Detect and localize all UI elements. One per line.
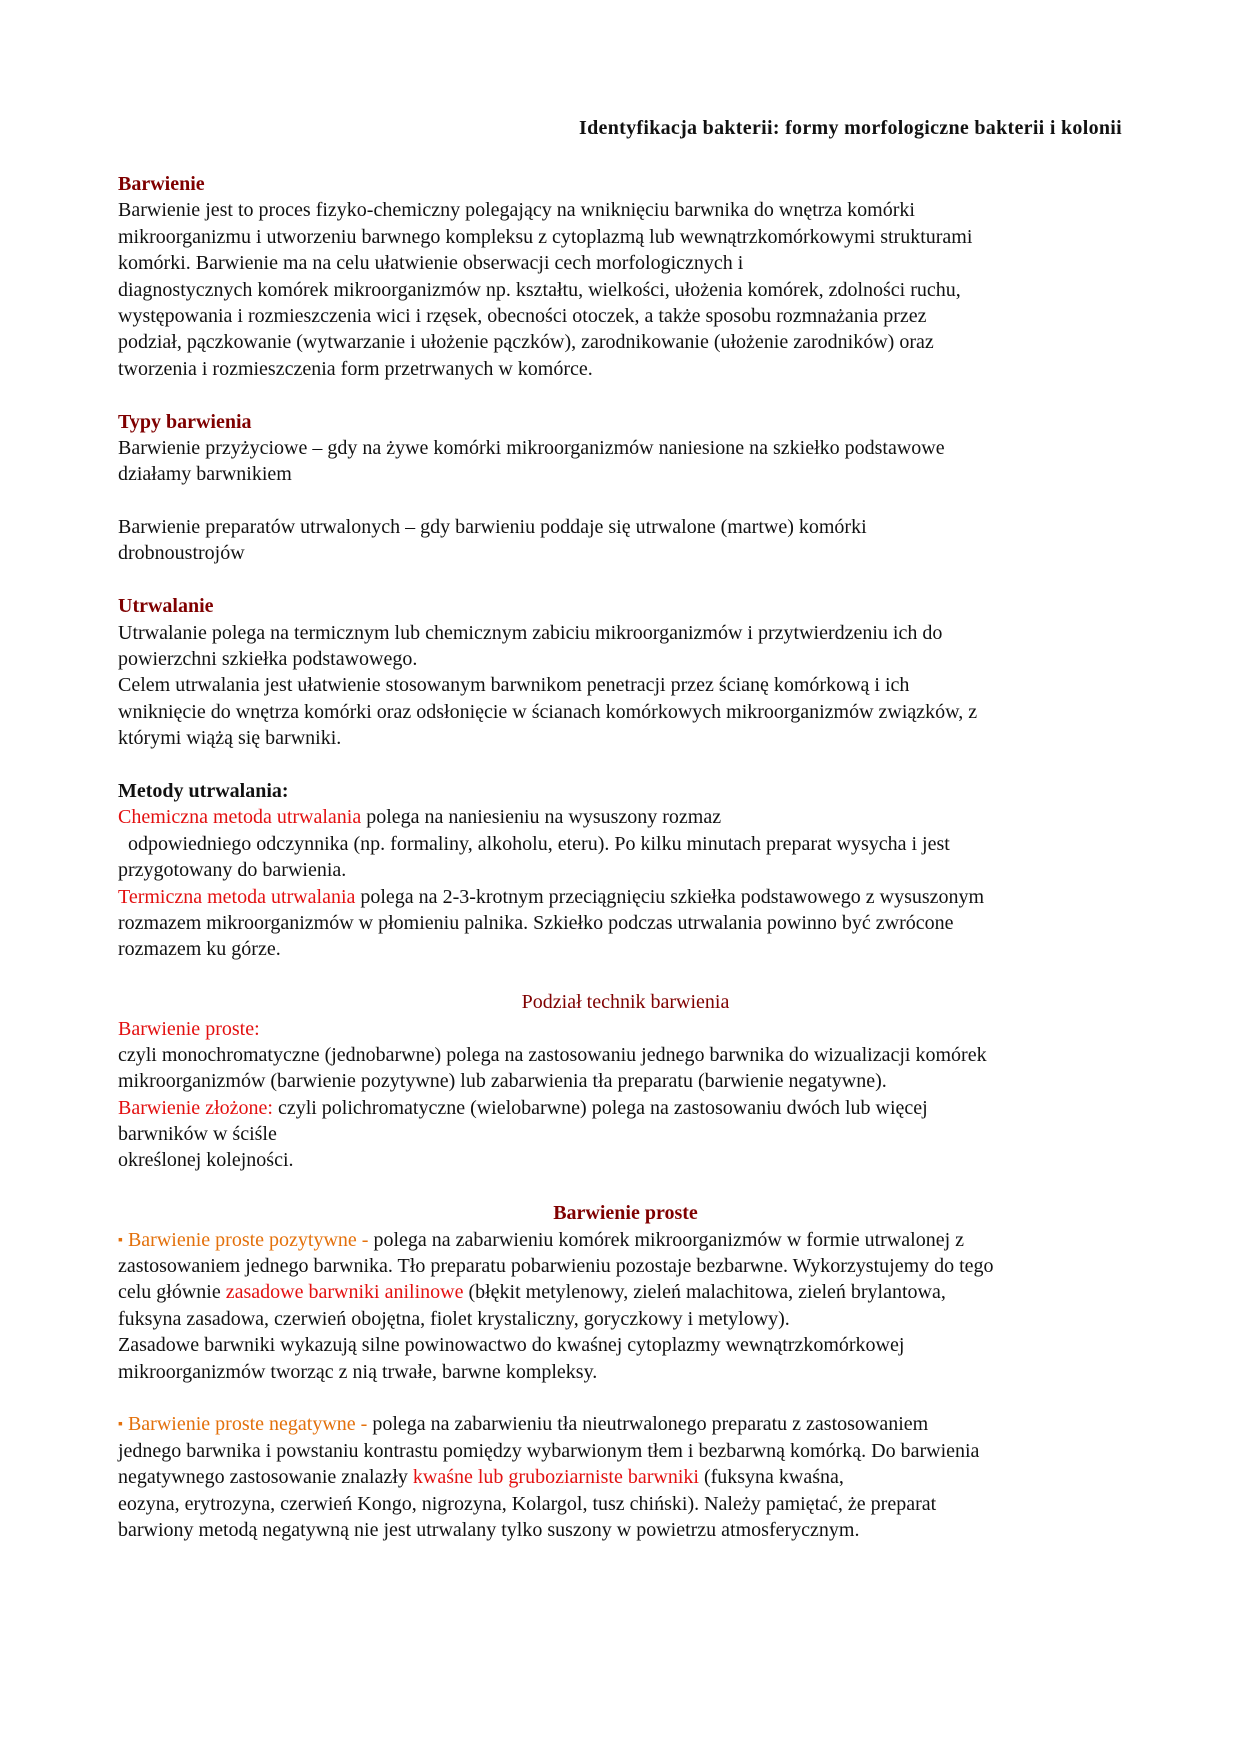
body-text: polega na zabarwieniu tła nieutrwalonego preparatu z zastosowaniem: [372, 1413, 929, 1436]
body-text: czyli polichromatyczne (wielobarwne) polega na zastosowaniu dwóch lub więcej: [272, 1096, 928, 1119]
body-text: Zasadowe barwniki wykazują silne powinowactwo do kwaśnej cytoplazmy wewnątrzkomórkowej: [118, 1334, 905, 1357]
text-line: [118, 303, 1133, 329]
text-line: [118, 910, 1133, 936]
body-text: polega na naniesieniu na wysuszony rozmaz: [361, 806, 722, 829]
text-line: [118, 197, 1133, 223]
body-text: powierzchni szkiełka podstawowego.: [118, 648, 418, 671]
text-line: [118, 329, 1133, 355]
body-text: Barwienie preparatów utrwalonych – gdy barwieniu poddaje się utrwalone (martwe) komórki: [118, 516, 867, 539]
body-text: (fuksyna kwaśna,: [698, 1466, 844, 1489]
highlighted-text: Barwienie proste pozytywne: [127, 1228, 357, 1251]
text-line: [118, 989, 1133, 1015]
text-line: [118, 277, 1133, 303]
body-text: przygotowany do barwienia.: [118, 859, 347, 882]
body-text: tworzenia i rozmieszczenia form przetrwanych w komórce.: [118, 357, 593, 380]
body-text: drobnoustrojów: [118, 542, 245, 565]
body-text: celu głównie: [118, 1281, 226, 1304]
blank-line: [118, 488, 1133, 514]
text-line: [118, 1279, 1133, 1305]
document-body: [118, 171, 1133, 1543]
text-line: [118, 884, 1133, 910]
text-line: [118, 1359, 1133, 1385]
text-line: [118, 171, 1133, 197]
body-text: podział, pączkowanie (wytwarzanie i ułożenie pączków), zarodnikowanie (ułożenie zarodników) oraz: [118, 331, 934, 354]
body-text: Barwienie przyżyciowe – gdy na żywe komórki mikroorganizmów naniesione na szkiełko podstawowe: [118, 436, 945, 459]
text-line: [118, 1306, 1133, 1332]
body-text: wniknięcie do wnętrza komórki oraz odsłonięcie w ścianach komórkowych mikroorganizmów związków, z: [118, 700, 978, 723]
body-text: rozmazem ku górze.: [118, 938, 281, 961]
body-text: Utrwalanie polega na termicznym lub chemicznym zabiciu mikroorganizmów i przytwierdzeniu ich do: [118, 621, 943, 644]
blank-line: [118, 567, 1133, 593]
text-line: [118, 1438, 1133, 1464]
highlighted-text: -: [355, 1413, 373, 1436]
body-text: Barwienie jest to proces fizyko-chemiczny polegający na wniknięciu barwnika do wnętrza komórki: [118, 199, 915, 222]
section-heading: Barwienie proste: [553, 1202, 698, 1225]
text-line: [118, 250, 1133, 276]
section-heading: Typy barwienia: [118, 410, 252, 433]
highlighted-text: Barwienie proste:: [118, 1017, 260, 1040]
body-text: fuksyna zasadowa, czerwień obojętna, fiolet krystaliczny, goryczkowy i metylowy).: [118, 1307, 790, 1330]
body-text: którymi wiążą się barwniki.: [118, 727, 342, 750]
blank-line: [118, 963, 1133, 989]
text-line: [118, 778, 1133, 804]
body-text: działamy barwnikiem: [118, 463, 292, 486]
body-text: czyli monochromatyczne (jednobarwne) polega na zastosowaniu jednego barwnika do wizualizacji komórek: [118, 1043, 987, 1066]
body-text: Celem utrwalania jest ułatwienie stosowanym barwnikom penetracji przez ścianę komórkową i ich: [118, 674, 910, 697]
text-line: [118, 646, 1133, 672]
text-line: [118, 224, 1133, 250]
body-text: występowania i rozmieszczenia wici i rzęsek, obecności otoczek, a także sposobu rozmnażania przez: [118, 304, 927, 327]
text-line: [118, 1147, 1133, 1173]
document-title: Identyfikacja bakterii: formy morfologiczne bakterii i kolonii: [579, 117, 1122, 139]
bullet-icon: ▪: [118, 1417, 123, 1433]
section-heading: Utrwalanie: [118, 595, 214, 618]
body-text: jednego barwnika i powstaniu kontrastu pomiędzy wybarwionym tłem i bezbarwną komórką. Do barwienia: [118, 1439, 980, 1462]
highlighted-text: Barwienie złożone:: [118, 1096, 273, 1119]
section-heading: Podział technik barwienia: [521, 991, 730, 1014]
text-line: [118, 356, 1133, 382]
text-line: [118, 620, 1133, 646]
highlighted-text: kwaśne lub gruboziarniste barwniki: [412, 1466, 699, 1489]
body-text: (błękit metylenowy, zieleń malachitowa, zieleń brylantowa,: [463, 1281, 946, 1304]
blank-line: [118, 752, 1133, 778]
text-line: [118, 435, 1133, 461]
text-line: [118, 1200, 1133, 1226]
text-line: [118, 1411, 1133, 1437]
body-text: barwników w ściśle: [118, 1123, 277, 1146]
highlighted-text: Chemiczna metoda utrwalania: [118, 806, 362, 829]
body-text: rozmazem mikroorganizmów w płomieniu palnika. Szkiełko podczas utrwalania powinno być zwrócone: [118, 911, 954, 934]
body-text: mikroorganizmu i utworzeniu barwnego kompleksu z cytoplazmą lub wewnątrzkomórkowymi strukturami: [118, 225, 973, 248]
text-line: [118, 936, 1133, 962]
text-line: [118, 1068, 1133, 1094]
text-line: [118, 1227, 1133, 1253]
body-text: odpowiedniego odczynnika (np. formaliny, alkoholu, eteru). Po kilku minutach preparat wysycha i jest: [118, 832, 950, 855]
text-line: [118, 1042, 1133, 1068]
text-line: [118, 857, 1133, 883]
text-line: [118, 699, 1133, 725]
body-text: negatywnego zastosowanie znalazły: [118, 1466, 413, 1489]
text-line: [118, 672, 1133, 698]
section-heading: Barwienie: [118, 173, 205, 195]
text-line: [118, 1517, 1133, 1543]
bullet-icon: ▪: [118, 1232, 123, 1248]
highlighted-text: Termiczna metoda utrwalania: [118, 885, 356, 908]
highlighted-text: zasadowe barwniki anilinowe: [225, 1281, 464, 1304]
body-text: eozyna, erytrozyna, czerwień Kongo, nigrozyna, Kolargol, tusz chiński). Należy pamiętać, że preparat: [118, 1492, 937, 1515]
text-line: [118, 1016, 1133, 1042]
body-text: Metody utrwalania:: [118, 779, 289, 802]
body-text: mikroorganizmów tworząc z nią trwałe, barwne kompleksy.: [118, 1360, 598, 1383]
text-line: [118, 1332, 1133, 1358]
text-line: [118, 461, 1133, 487]
body-text: określonej kolejności.: [118, 1149, 294, 1172]
text-line: [118, 540, 1133, 566]
blank-line: [118, 1385, 1133, 1411]
text-line: [118, 1095, 1133, 1121]
text-line: [118, 514, 1133, 540]
body-text: barwiony metodą negatywną nie jest utrwalany tylko suszony w powietrzu atmosferycznym.: [118, 1518, 860, 1541]
blank-line: [118, 382, 1133, 408]
text-line: [118, 1491, 1133, 1517]
text-line: [118, 1121, 1133, 1147]
highlighted-text: Barwienie proste negatywne: [127, 1413, 356, 1436]
text-line: [118, 409, 1133, 435]
body-text: zastosowaniem jednego barwnika. Tło preparatu pobarwieniu pozostaje bezbarwne. Wykorzystujemy do tego: [118, 1255, 994, 1278]
text-line: [118, 831, 1133, 857]
body-text: diagnostycznych komórek mikroorganizmów np. kształtu, wielkości, ułożenia komórek, zdolności ruchu,: [118, 278, 961, 301]
body-text: polega na zabarwieniu komórek mikroorganizmów w formie utrwalonej z: [373, 1228, 965, 1251]
blank-line: [118, 1174, 1133, 1200]
body-text: mikroorganizmów (barwienie pozytywne) lub zabarwienia tła preparatu (barwienie negatywne).: [118, 1070, 887, 1093]
body-text: polega na 2-3-krotnym przeciągnięciu szkiełka podstawowego z wysuszonym: [355, 885, 985, 908]
text-line: [118, 1464, 1133, 1490]
text-line: [118, 593, 1133, 619]
highlighted-text: -: [356, 1228, 374, 1251]
text-line: [118, 725, 1133, 751]
text-line: [118, 804, 1133, 830]
body-text: komórki. Barwienie ma na celu ułatwienie obserwacji cech morfologicznych i: [118, 252, 744, 275]
text-line: [118, 1253, 1133, 1279]
